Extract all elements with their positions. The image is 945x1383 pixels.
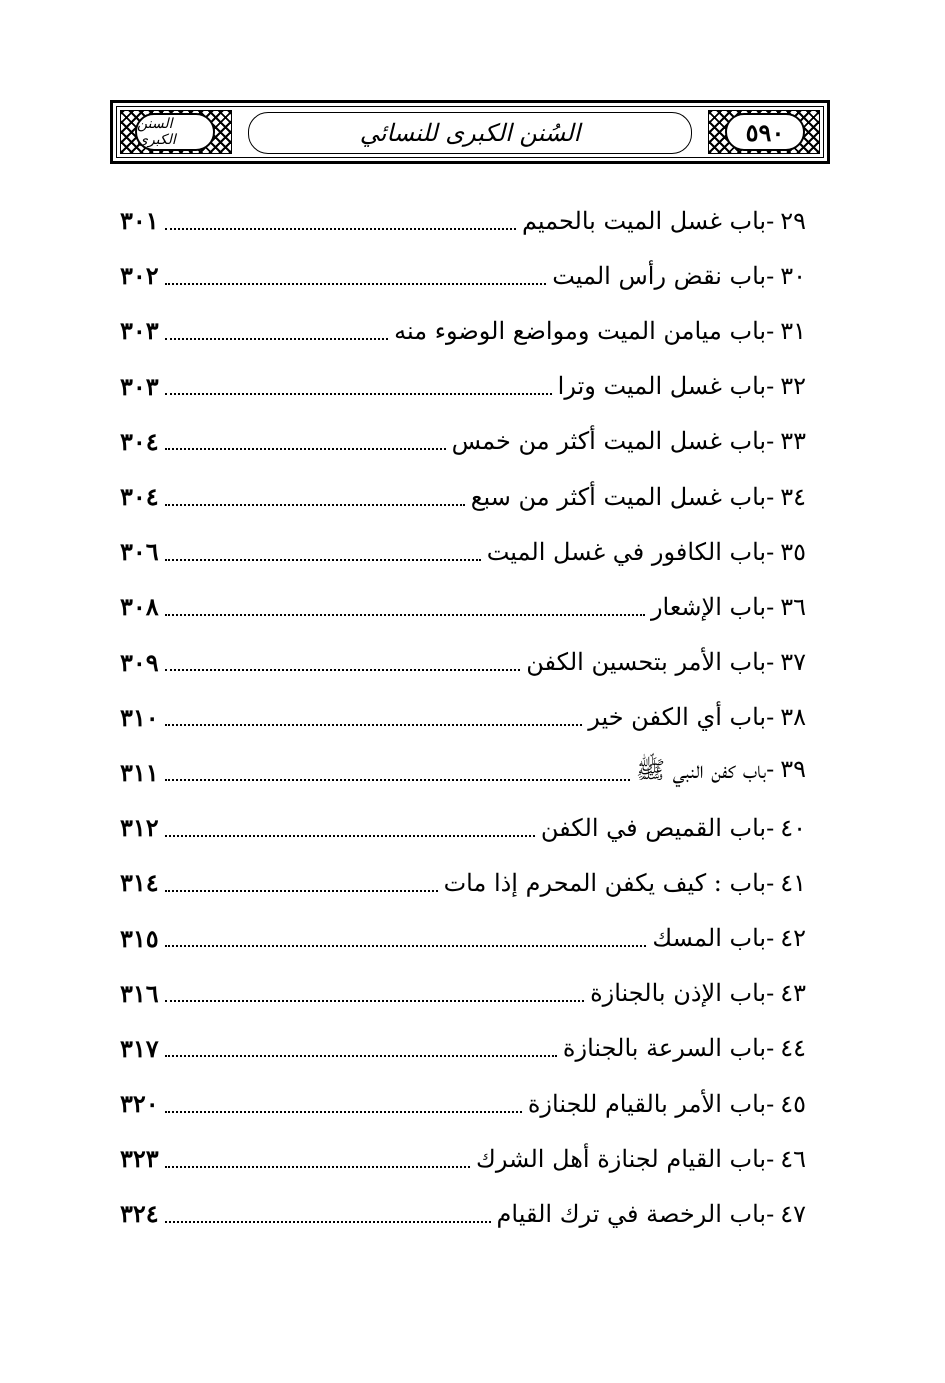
toc-entry [541, 814, 806, 842]
chapter-number: ٣٤ [780, 482, 806, 511]
page-reference: ٣١٢ [120, 813, 159, 843]
toc-entry [590, 979, 806, 1007]
toc-entry [476, 1145, 806, 1173]
page-reference: ٣٠٤ [120, 482, 159, 512]
number-separator: - [766, 1144, 775, 1173]
toc-row [120, 855, 806, 910]
page-reference: ٣١٧ [120, 1033, 159, 1063]
toc-row [120, 359, 806, 414]
chapter-number: ٤٢ [780, 924, 806, 953]
page-reference: ٣٠٩ [120, 647, 159, 677]
number-separator: - [766, 427, 775, 456]
toc-row [120, 414, 806, 469]
toc-row [120, 800, 806, 855]
table-of-contents [120, 193, 806, 1242]
toc-entry [652, 924, 806, 952]
chapter-title: باب غسل الميت أكثر من خمس [451, 427, 767, 456]
dot-leader [165, 614, 645, 616]
toc-row [120, 910, 806, 965]
toc-entry [394, 317, 806, 345]
chapter-title: باب الرخصة في ترك القيام [496, 1199, 767, 1228]
chapter-title: باب أي الكفن خير [588, 703, 767, 732]
toc-row [120, 248, 806, 303]
chapter-title: باب كفن النبي ﷺ [636, 755, 767, 784]
page-number-medallion [725, 113, 805, 151]
number-separator: - [766, 868, 775, 897]
dot-leader [165, 1000, 584, 1002]
dot-leader [165, 283, 547, 285]
toc-row [120, 524, 806, 579]
toc-entry [651, 593, 806, 621]
number-separator: - [766, 1089, 775, 1118]
right-ornament [708, 110, 820, 154]
dot-leader [165, 393, 552, 395]
toc-row [120, 1021, 806, 1076]
dot-leader [165, 1055, 557, 1057]
chapter-number: ٣٧ [780, 648, 806, 677]
chapter-title: باب : كيف يكفن المحرم إذا مات [443, 868, 767, 897]
number-separator: - [766, 482, 775, 511]
toc-row [120, 1131, 806, 1186]
chapter-number: ٤٠ [780, 813, 806, 842]
dot-leader [165, 1111, 522, 1113]
chapter-number: ٣٥ [780, 537, 806, 566]
page-header [110, 100, 830, 164]
page-reference: ٣٢٣ [120, 1144, 159, 1174]
chapter-number: ٤١ [780, 868, 806, 897]
number-separator: - [766, 813, 775, 842]
page-reference: ٣٠٦ [120, 537, 159, 567]
toc-entry [528, 1090, 806, 1118]
number-separator: - [766, 754, 775, 783]
dot-leader [165, 669, 521, 671]
dot-leader [165, 890, 438, 892]
chapter-title: باب الإذن بالجنازة [590, 979, 767, 1008]
toc-row [120, 966, 806, 1021]
dot-leader [165, 228, 516, 230]
chapter-number: ٣٨ [780, 703, 806, 732]
chapter-number: ٣٢ [780, 372, 806, 401]
chapter-title: باب نقض رأس الميت [552, 261, 767, 290]
chapter-number: ٣٩ [780, 754, 806, 783]
page-reference: ٣٠٣ [120, 316, 159, 346]
chapter-title: باب الأمر بالقيام للجنازة [527, 1089, 767, 1118]
number-separator: - [766, 703, 775, 732]
chapter-title: باب السرعة بالجنازة [562, 1034, 767, 1063]
toc-row [120, 303, 806, 358]
page-number: ٥٩٠ [745, 117, 785, 147]
toc-entry [636, 755, 806, 790]
toc-entry [444, 869, 806, 897]
chapter-title: باب القيام لجنازة أهل الشرك [476, 1144, 767, 1173]
chapter-number: ٣١ [780, 316, 806, 345]
dot-leader [165, 724, 583, 726]
toc-entry [497, 1200, 806, 1228]
toc-entry [452, 427, 806, 455]
chapter-title: باب المسك [652, 924, 767, 953]
number-separator: - [766, 648, 775, 677]
number-separator: - [766, 1034, 775, 1063]
dot-leader [165, 559, 481, 561]
book-logo: السنن الكبرى [137, 116, 176, 148]
chapter-number: ٤٤ [780, 1034, 806, 1063]
dot-leader [165, 779, 630, 781]
page-reference: ٣٠٨ [120, 592, 159, 622]
dot-leader [165, 504, 465, 506]
toc-entry [552, 262, 806, 290]
left-ornament [120, 110, 232, 154]
page-reference: ٣١٥ [120, 923, 159, 953]
dot-leader [165, 448, 446, 450]
book-title: السُنن الكبرى للنسائي [359, 119, 581, 147]
toc-row [120, 690, 806, 745]
chapter-number: ٢٩ [780, 206, 806, 235]
page-reference: ٣٠٣ [120, 371, 159, 401]
dot-leader [165, 1166, 470, 1168]
page-reference: ٣١٤ [120, 868, 159, 898]
toc-entry [588, 703, 806, 731]
number-separator: - [766, 592, 775, 621]
number-separator: - [766, 979, 775, 1008]
toc-row [120, 1186, 806, 1241]
dot-leader [165, 945, 647, 947]
chapter-number: ٤٣ [780, 979, 806, 1008]
toc-row [120, 469, 806, 524]
number-separator: - [766, 261, 775, 290]
page-reference: ٣٠١ [120, 206, 159, 236]
toc-row [120, 1076, 806, 1131]
chapter-number: ٣٣ [780, 427, 806, 456]
number-separator: - [766, 372, 775, 401]
chapter-number: ٣٦ [780, 592, 806, 621]
page-reference: ٣٠٢ [120, 261, 159, 291]
toc-entry [522, 207, 806, 235]
page-reference: ٣١٠ [120, 702, 159, 732]
chapter-title: باب القميص في الكفن [540, 813, 767, 842]
chapter-number: ٤٦ [780, 1144, 806, 1173]
dot-leader [165, 835, 535, 837]
chapter-title: باب الأمر بتحسين الكفن [526, 648, 767, 677]
chapter-title: باب الإشعار [650, 592, 767, 621]
toc-entry [526, 648, 806, 676]
toc-row [120, 193, 806, 248]
page-reference: ٣٢٠ [120, 1089, 159, 1119]
dot-leader [165, 1221, 491, 1223]
page-reference: ٣٢٤ [120, 1199, 159, 1229]
chapter-number: ٤٧ [780, 1199, 806, 1228]
chapter-title: باب الكافور في غسل الميت [486, 537, 767, 566]
toc-entry [487, 538, 806, 566]
toc-row [120, 635, 806, 690]
page-reference: ٣١٦ [120, 978, 159, 1008]
chapter-title: باب غسل الميت أكثر من سبع [470, 482, 767, 511]
number-separator: - [766, 316, 775, 345]
page-reference: ٣١١ [120, 757, 159, 787]
toc-row [120, 579, 806, 634]
chapter-number: ٣٠ [780, 261, 806, 290]
dot-leader [165, 338, 388, 340]
number-separator: - [766, 1199, 775, 1228]
chapter-title: باب غسل الميت بالحميم [521, 206, 767, 235]
toc-row [120, 745, 806, 800]
toc-entry [563, 1034, 806, 1062]
number-separator: - [766, 206, 775, 235]
page-reference: ٣٠٤ [120, 426, 159, 456]
title-cartouche [248, 112, 692, 154]
toc-entry [471, 483, 806, 511]
chapter-title: باب غسل الميت وترا [557, 372, 767, 401]
toc-entry [558, 372, 806, 400]
number-separator: - [766, 924, 775, 953]
chapter-title: باب ميامن الميت ومواضع الوضوء منه [394, 316, 767, 345]
book-logo-medallion [135, 113, 215, 151]
chapter-number: ٤٥ [780, 1089, 806, 1118]
number-separator: - [766, 537, 775, 566]
